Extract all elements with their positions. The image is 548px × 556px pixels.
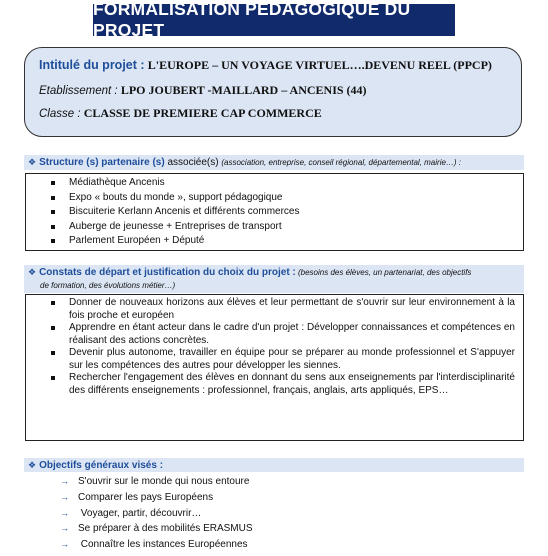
list-item: → Se préparer à des mobilités ERASMUS (60, 523, 253, 535)
project-info-box (24, 47, 522, 137)
list-item: → Comparer les pays Européens (60, 491, 214, 503)
intitule-line (39, 58, 492, 73)
constats-list (26, 297, 523, 397)
list-item: Parlement Européen + Député (26, 234, 299, 249)
list-item: Apprendre en étant acteur dans le cadre d'un projet : Développer connaissances et compétences en réalisant des actions concrètes. (26, 322, 523, 347)
constats-header-title: Constats de départ et justification du choix du projet : (39, 267, 296, 278)
structures-list (26, 176, 299, 249)
structures-header-title: Structure (s) partenaire (s) (39, 157, 165, 168)
document-title: FORMALISATION PEDAGOGIQUE DU PROJET (93, 4, 455, 36)
list-item: → Connaître les instances Européennes (60, 539, 248, 551)
constats-box (25, 294, 524, 441)
list-item: Auberge de jeunesse + Entreprises de transport (26, 220, 299, 235)
arrow-right-icon: → (60, 491, 69, 502)
diamond-bullet-icon: ❖ (28, 460, 37, 470)
list-item: → S'ouvrir sur le monde qui nous entoure (60, 476, 250, 487)
square-bullet-icon (51, 225, 55, 229)
square-bullet-icon (51, 196, 55, 200)
objectifs-list (60, 474, 253, 553)
square-bullet-icon (51, 301, 55, 305)
structures-header (24, 155, 524, 170)
square-bullet-icon (51, 181, 55, 185)
constats-header-italic-1: (besoins des élèves, un partenariat, des objectifs (295, 268, 472, 277)
square-bullet-icon (51, 239, 55, 243)
list-item: Médiathèque Ancenis (26, 176, 299, 191)
list-item: Expo « bouts du monde », support pédagogique (26, 191, 299, 206)
structures-box (25, 173, 524, 251)
constats-header-italic-2: de formation, des évolutions métier…) (40, 281, 176, 290)
classe-value: CLASSE DE PREMIERE CAP COMMERCE (83, 106, 322, 120)
arrow-right-icon: → (60, 476, 69, 486)
diamond-bullet-icon: ❖ (28, 157, 37, 167)
etablissement-value: LPO JOUBERT -MAILLARD – ANCENIS (44) (120, 83, 367, 97)
diamond-bullet-icon: ❖ (28, 267, 37, 277)
constats-header (24, 265, 524, 293)
objectifs-header (24, 458, 524, 472)
list-item: Donner de nouveaux horizons aux élèves et leur permettant de s'ouvrir sur leur environnement à la fois proche et européen (26, 297, 523, 322)
etablissement-label: Etablissement : (39, 85, 118, 97)
square-bullet-icon (51, 376, 55, 380)
structures-header-normal: associée(s) (164, 157, 222, 168)
list-item: Biscuiterie Kerlann Ancenis et différents commerces (26, 205, 299, 220)
square-bullet-icon (51, 351, 55, 355)
list-item: → Voyager, partir, découvrir… (60, 507, 202, 519)
objectifs-header-title: Objectifs généraux visés : (39, 460, 164, 471)
classe-label: Classe : (39, 108, 81, 120)
intitule-value: L'EUROPE – UN VOYAGE VIRTUEL….DEVENU REEL (PPCP) (147, 58, 492, 72)
list-item: Devenir plus autonome, travailler en équipe pour se préparer au monde professionnel et S'appuyer sur les compétences des autres pour développer les siennes. (26, 347, 523, 372)
arrow-right-icon: → (60, 507, 69, 518)
etablissement-line (39, 83, 367, 98)
arrow-right-icon: → (60, 523, 69, 534)
square-bullet-icon (51, 326, 55, 330)
classe-line (39, 106, 322, 121)
intitule-label: Intitulé du projet : (39, 58, 145, 72)
list-item: Rechercher l'engagement des élèves en donnant du sens aux enseignements par l'interdisciplinarité des différents enseignements : professionnel, français, anglais, arts appliqués, EPS… (26, 372, 523, 397)
square-bullet-icon (51, 210, 55, 214)
structures-header-italic: (association, entreprise, conseil régional, départemental, mairie…) : (221, 158, 462, 167)
arrow-right-icon: → (60, 539, 69, 550)
